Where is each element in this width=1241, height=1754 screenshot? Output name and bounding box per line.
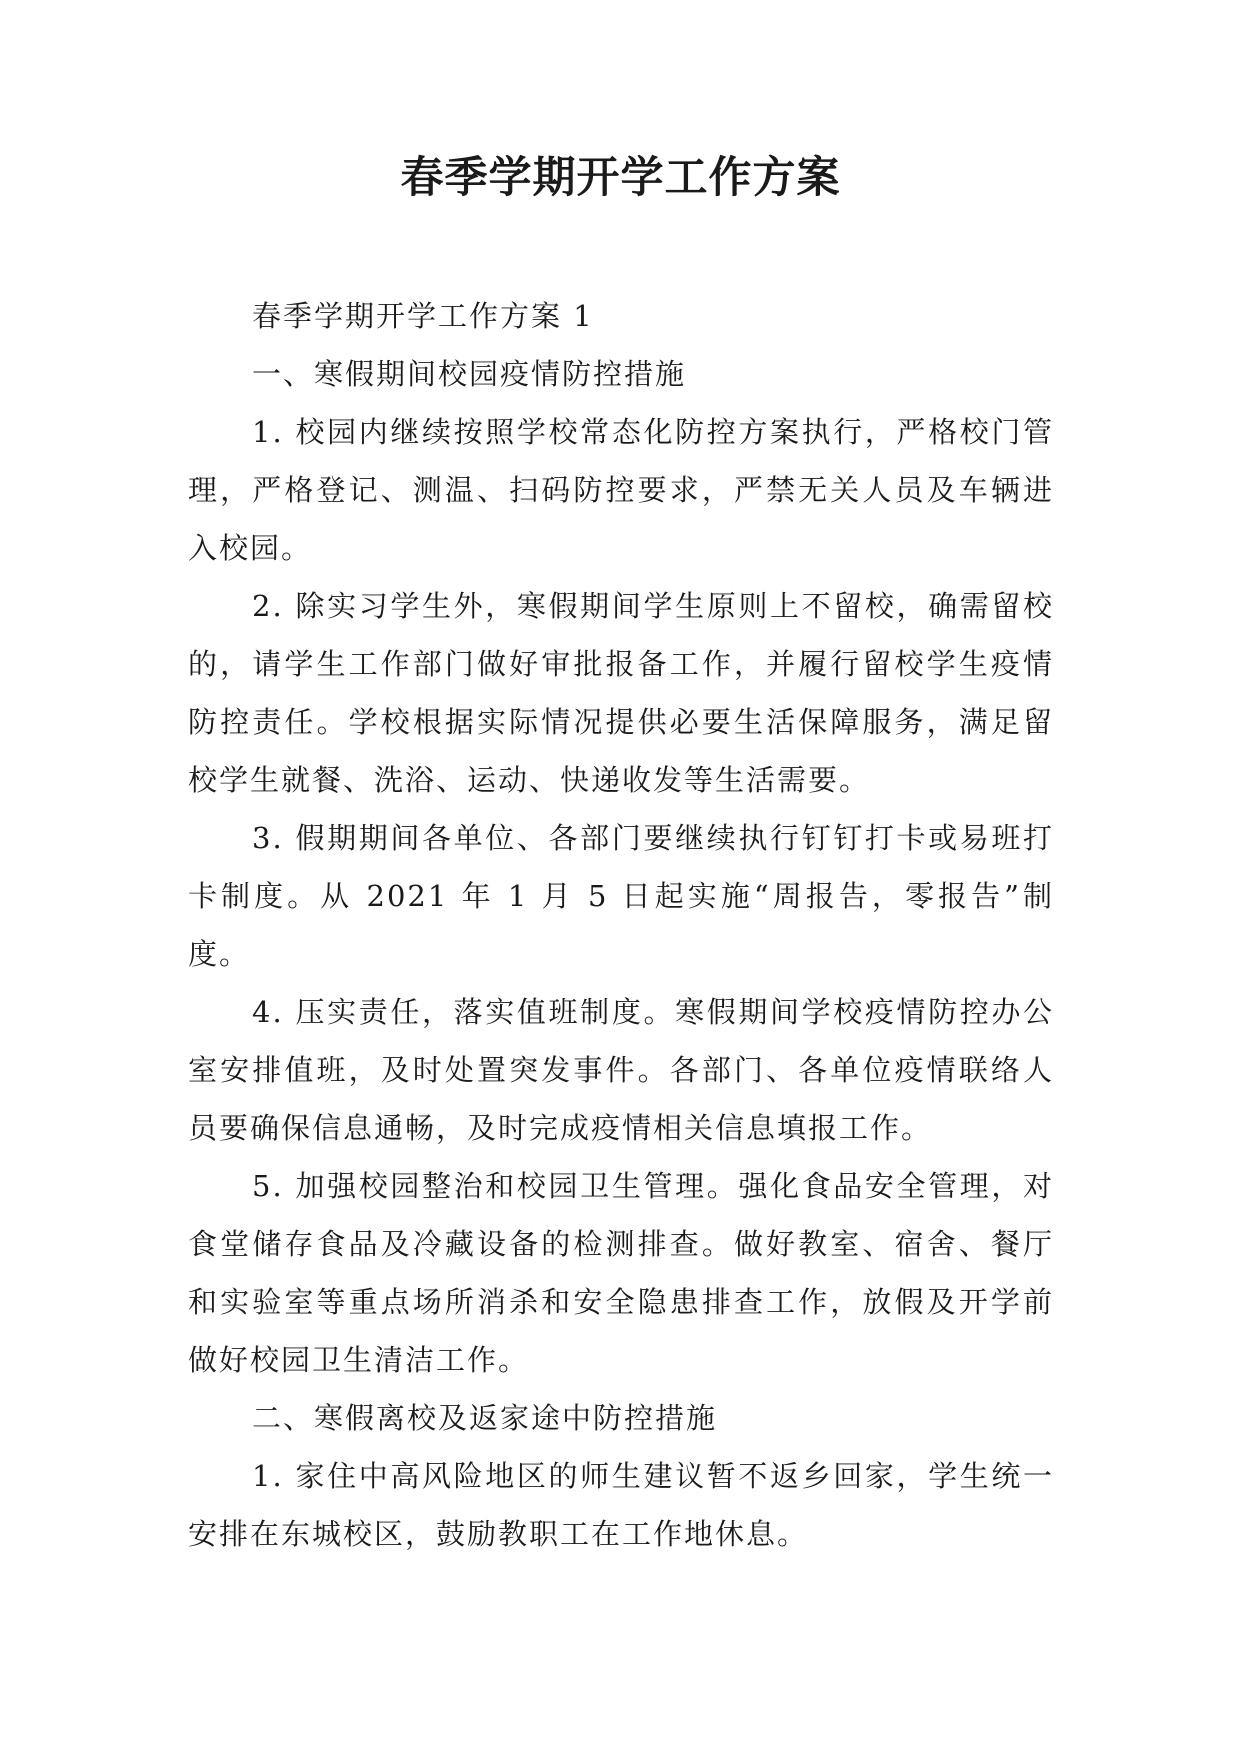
document-body bbox=[188, 287, 1054, 1563]
paragraph-2-1: 1. 家住中高风险地区的师生建议暂不返乡回家，学生统一安排在东城校区，鼓励教职工在工作地休息。 bbox=[188, 1459, 1054, 1551]
paragraph-1-2: 2. 除实习学生外，寒假期间学生原则上不留校，确需留校的，请学生工作部门做好审批报备工作，并履行留校学生疫情防控责任。学校根据实际情况提供必要生活保障服务，满足留校学生就餐、洗浴、运动、快递收发等生活需要。 bbox=[188, 589, 1054, 797]
paragraph-1-1: 1. 校园内继续按照学校常态化防控方案执行，严格校门管理，严格登记、测温、扫码防控要求，严禁无关人员及车辆进入校园。 bbox=[188, 415, 1054, 565]
section-heading-2: 二、寒假离校及返家途中防控措施 bbox=[252, 1401, 718, 1435]
document-title: 春季学期开学工作方案 bbox=[400, 153, 841, 203]
paragraph-1-5: 5. 加强校园整治和校园卫生管理。强化食品安全管理，对食堂储存食品及冷藏设备的检测排查。做好教室、宿舍、餐厅和实验室等重点场所消杀和安全隐患排查工作，放假及开学前做好校园卫生清洁工作。 bbox=[188, 1169, 1054, 1377]
section-heading-1: 一、寒假期间校园疫情防控措施 bbox=[252, 357, 687, 391]
paragraph-1-4: 4. 压实责任，落实值班制度。寒假期间学校疫情防控办公室安排值班，及时处置突发事件。各部门、各单位疫情联络人员要确保信息通畅，及时完成疫情相关信息填报工作。 bbox=[188, 995, 1054, 1145]
paragraph-subtitle: 春季学期开学工作方案 1 bbox=[252, 299, 594, 333]
paragraph-1-3: 3. 假期期间各单位、各部门要继续执行钉钉打卡或易班打卡制度。从 2021 年 1 月 5 日起实施“周报告，零报告”制度。 bbox=[188, 821, 1054, 971]
